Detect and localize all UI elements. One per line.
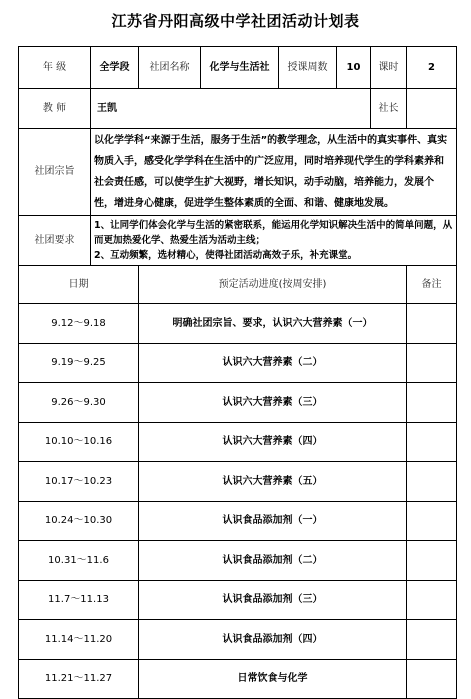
- club-plan-table: [18, 46, 457, 699]
- schedule-date: 11.14～11.20: [19, 620, 139, 660]
- requirements-label: 社团要求: [19, 216, 91, 266]
- table-row: [19, 423, 457, 462]
- schedule-activity: 日常饮食与化学: [139, 660, 407, 699]
- grade-value: 全学段: [91, 47, 139, 89]
- page-title: 江苏省丹阳高级中学社团活动计划表: [111, 12, 360, 30]
- purpose-label: 社团宗旨: [19, 129, 91, 216]
- requirement-line-1: 1、让同学们体会化学与生活的紧密联系，能运用化学知识解决生活中的简单问题，从而更加热爱化学、热爱生活为活动主线；: [94, 220, 453, 246]
- schedule-date: 10.31～11.6: [19, 541, 139, 581]
- schedule-date: 9.19～9.25: [19, 344, 139, 383]
- info-row-1: [19, 47, 457, 89]
- table-row: [19, 344, 457, 383]
- schedule-note: [407, 344, 457, 383]
- table-row: [19, 462, 457, 502]
- schedule-date: 10.24～10.30: [19, 502, 139, 541]
- schedule-date: 10.10～10.16: [19, 423, 139, 462]
- schedule-note: [407, 304, 457, 344]
- date-column-header: 日期: [19, 266, 139, 304]
- table-row: [19, 660, 457, 699]
- purpose-text: 以化学学科“来源于生活，服务于生活”的教学理念，从生活中的真实事件、真实物质入手，感受化学学科在生活中的广泛应用，同时培养现代学生的学科素养和社会责任感，可以使学生扩大视野，增长知识，动手动脑，培养能力，发展个性，增进身心健康，促进学生整体素质的全面、和谐、健康地发展。: [91, 129, 457, 216]
- leader-label: 社长: [371, 89, 407, 129]
- schedule-activity: 认识六大营养素（二）: [139, 344, 407, 383]
- schedule-activity: 认识六大营养素（四）: [139, 423, 407, 462]
- info-row-2: [19, 89, 457, 129]
- schedule-date: 9.12～9.18: [19, 304, 139, 344]
- hours-label: 课时: [371, 47, 407, 89]
- note-column-header: 备注: [407, 266, 457, 304]
- schedule-note: [407, 462, 457, 502]
- requirement-line-2: 2、互动频繁，选材精心，使得社团活动高效子乐，补充课堂。: [94, 250, 358, 261]
- table-row: [19, 620, 457, 660]
- weeks-label: 授课周数: [279, 47, 337, 89]
- schedule-note: [407, 502, 457, 541]
- plan-column-header: 预定活动进度(按周安排): [139, 266, 407, 304]
- weeks-value: 10: [337, 47, 371, 89]
- table-row: [19, 541, 457, 581]
- schedule-note: [407, 541, 457, 581]
- schedule-date: 11.7～11.13: [19, 581, 139, 620]
- schedule-activity: 明确社团宗旨、要求，认识六大营养素（一）: [139, 304, 407, 344]
- club-name-label: 社团名称: [139, 47, 201, 89]
- club-name-value: 化学与生活社: [201, 47, 279, 89]
- schedule-note: [407, 620, 457, 660]
- schedule-activity: 认识食品添加剂（二）: [139, 541, 407, 581]
- schedule-activity: 认识六大营养素（五）: [139, 462, 407, 502]
- schedule-date: 9.26～9.30: [19, 383, 139, 423]
- purpose-row: [19, 129, 457, 216]
- teacher-label: 教 师: [19, 89, 91, 129]
- schedule-activity: 认识食品添加剂（三）: [139, 581, 407, 620]
- schedule-note: [407, 581, 457, 620]
- schedule-activity: 认识食品添加剂（一）: [139, 502, 407, 541]
- grade-label: 年 级: [19, 47, 91, 89]
- schedule-note: [407, 660, 457, 699]
- requirements-text: [91, 216, 457, 266]
- schedule-date: 11.21～11.27: [19, 660, 139, 699]
- table-row: [19, 502, 457, 541]
- schedule-activity: 认识食品添加剂（四）: [139, 620, 407, 660]
- schedule-date: 10.17～10.23: [19, 462, 139, 502]
- hours-value: 2: [407, 47, 457, 89]
- table-row: [19, 581, 457, 620]
- leader-value: [407, 89, 457, 129]
- schedule-header-row: [19, 266, 457, 304]
- schedule-note: [407, 423, 457, 462]
- teacher-value: 王凯: [91, 89, 371, 129]
- schedule-note: [407, 383, 457, 423]
- table-row: [19, 304, 457, 344]
- table-row: [19, 383, 457, 423]
- schedule-activity: 认识六大营养素（三）: [139, 383, 407, 423]
- requirements-row: [19, 216, 457, 266]
